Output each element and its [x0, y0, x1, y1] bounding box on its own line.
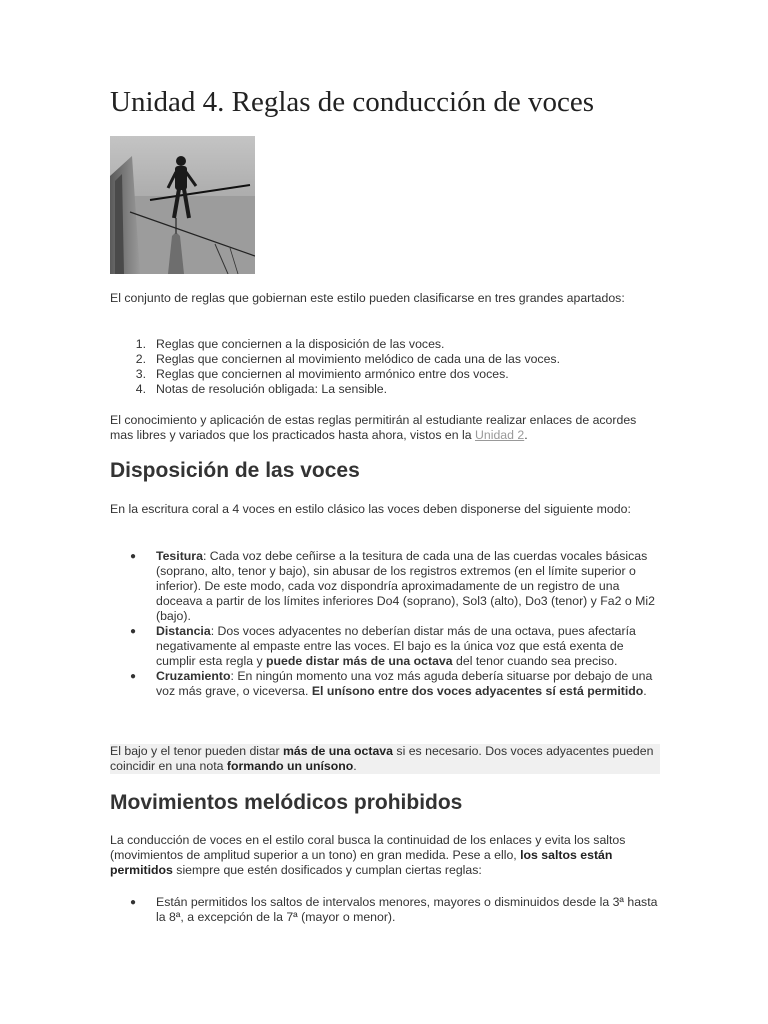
list-item-text: Están permitidos los saltos de intervalos menores, mayores o disminuidos desde la 3ª hasta la 8ª, a excepción de la 7ª (mayor o menor). [156, 895, 658, 924]
list-item [110, 337, 660, 352]
tightrope-walker-photo [110, 136, 255, 274]
bullet-icon: ● [130, 551, 137, 562]
cruzamiento-text-end: . [643, 684, 647, 698]
intro-paragraph: El conjunto de reglas que gobiernan este estilo pueden clasificarse en tres grandes apartados: [110, 291, 625, 305]
note-text-a: El bajo y el tenor pueden distar [110, 744, 283, 758]
list-item [110, 382, 660, 397]
list-number: 4. [135, 382, 146, 396]
melodic-list [110, 895, 660, 925]
distancia-text: : Dos voces adyacentes no deberían distar más de una octava, pues afectaría negativamente al empaste entre las voces. El bajo es la única voz que está exenta de cumplir esta regla y [156, 624, 636, 668]
section2-intro [110, 833, 645, 878]
knowledge-paragraph [110, 413, 645, 443]
bullet-icon: ● [130, 671, 137, 682]
list-number: 1. [135, 337, 146, 351]
page-title: Unidad 4. Reglas de conducción de voces [110, 86, 594, 118]
cruzamiento-bold: El unísono entre dos voces adyacentes sí está permitido [311, 684, 644, 698]
list-item-tesitura [110, 549, 660, 624]
term-tesitura: Tesitura [156, 549, 203, 563]
note-bold-b: más de una octava [282, 744, 393, 758]
distancia-text-end: del tenor cuando sea preciso. [452, 654, 618, 668]
list-item [110, 367, 660, 382]
knowledge-end: . [524, 428, 528, 442]
bullet-icon: ● [130, 897, 137, 908]
note-bold-d: formando un unísono [226, 759, 354, 773]
bullet-icon: ● [130, 626, 137, 637]
tesitura-text: : Cada voz debe ceñirse a la tesitura de cada una de las cuerdas vocales básicas (soprano, alto, tenor y bajo), sin abusar de los registros extremos (en el límite superior o inferior). De este modo, cada voz dispondría aproximadamente de un registro de una doceava a partir de los límites inferiores Do4 (soprano), Sol3 (alto), Do3 (tenor) y Fa2 o Mi2 (bajo). [156, 549, 655, 623]
section1-intro: En la escritura coral a 4 voces en estilo clásico las voces deben disponerse del siguiente modo: [110, 502, 631, 516]
section2-intro-bold: los saltos están permitidos [110, 848, 613, 877]
list-item [110, 895, 660, 925]
section2-intro-c: siempre que estén dosificados y cumplan ciertas reglas: [172, 863, 482, 877]
unidad-2-link[interactable]: Unidad 2 [475, 428, 525, 442]
list-number: 3. [135, 367, 146, 381]
list-item [110, 352, 660, 367]
section-heading-disposicion: Disposición de las voces [110, 459, 360, 482]
list-item-distancia [110, 624, 660, 669]
note-box [110, 744, 660, 774]
distancia-bold: puede distar más de una octava [266, 654, 453, 668]
term-cruzamiento: Cruzamiento [156, 669, 231, 683]
list-item-text: Notas de resolución obligada: La sensible. [156, 382, 388, 396]
list-item-text: Reglas que conciernen a la disposición de las voces. [156, 337, 445, 351]
note-text-c: si es necesario. Dos voces adyacentes pueden coincidir en una nota [110, 744, 654, 773]
section-heading-movimientos: Movimientos melódicos prohibidos [110, 791, 463, 814]
note-text-e: . [353, 759, 357, 773]
list-number: 2. [135, 352, 146, 366]
tightrope-walker-illustration [110, 136, 255, 274]
section2-intro-a: La conducción de voces en el estilo coral busca la continuidad de los enlaces y evita los saltos (movimientos de amplitud superior a un tono) en gran medida. Pese a ello, [110, 833, 626, 862]
rules-list [110, 337, 660, 397]
list-item-text: Reglas que conciernen al movimiento melódico de cada una de las voces. [156, 352, 560, 366]
cruzamiento-text: : En ningún momento una voz más aguda debería situarse por debajo de una voz más grave, o viceversa. [156, 669, 653, 698]
list-item-cruzamiento [110, 669, 660, 699]
list-item-text: Reglas que conciernen al movimiento armónico entre dos voces. [156, 367, 509, 381]
knowledge-text: El conocimiento y aplicación de estas reglas permitirán al estudiante realizar enlaces de acordes mas libres y variados que los practicados hasta ahora, vistos en la [110, 413, 637, 442]
term-distancia: Distancia [156, 624, 211, 638]
disposition-list [110, 549, 660, 699]
